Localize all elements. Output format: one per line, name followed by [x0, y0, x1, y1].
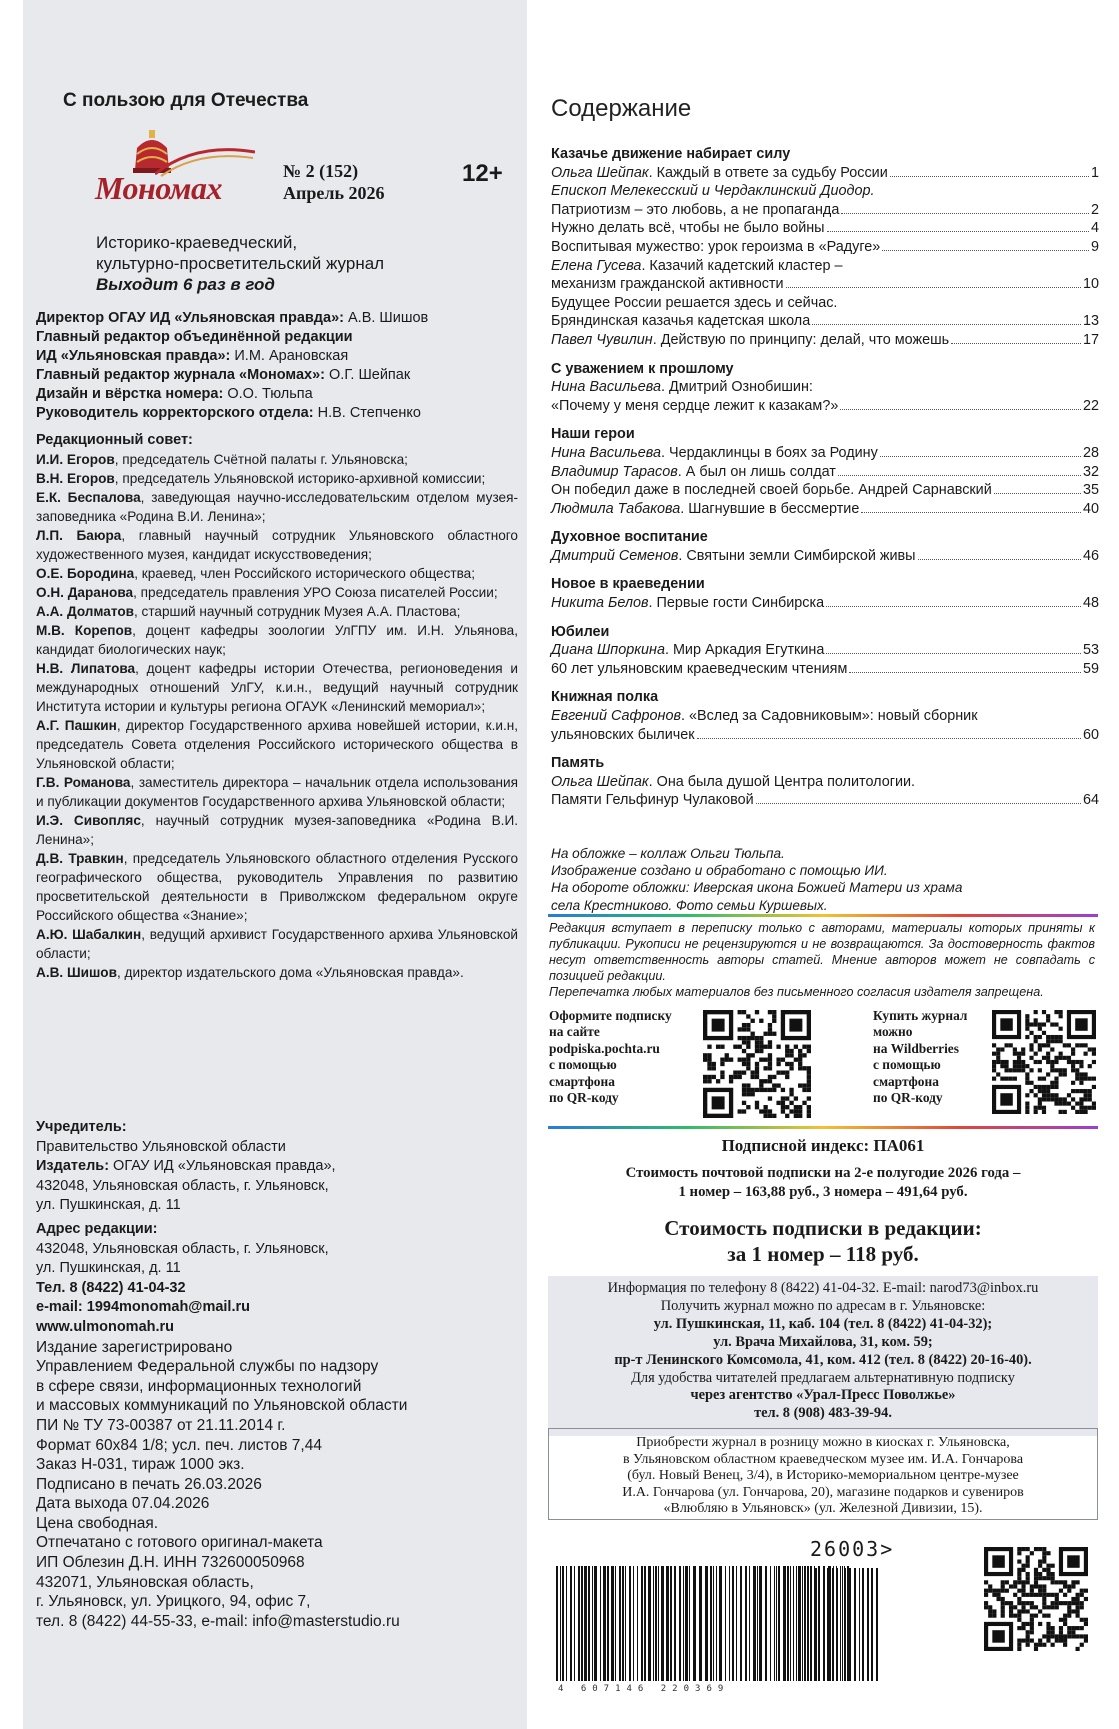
- council-member: [36, 773, 518, 811]
- printer-address: г. Ульяновск, ул. Урицкого, 94, офис 7,: [36, 1593, 311, 1611]
- toc-title: Содержание: [551, 95, 692, 122]
- postal-price-line: Стоимость почтовой подписки на 2-е полугодие 2026 года –: [625, 1165, 1021, 1181]
- subscribe-line: Купить журнал: [873, 1008, 968, 1023]
- staff-line: Руководитель корректорского отдела: Н.В. Степченко: [36, 405, 421, 421]
- council-member-name: М.В. Корепов: [36, 623, 133, 638]
- publisher-label: Издатель:: [36, 1158, 110, 1175]
- signed-date: Подписано в печать 26.03.2026: [36, 1475, 262, 1493]
- cover-notes: [551, 845, 1091, 914]
- subscribe-line: на Wildberries: [873, 1040, 959, 1056]
- council-member-role: , научный сотрудник музея-заповедника «Родина В.И. Ленина»;: [36, 813, 518, 847]
- toc-author: Владимир Тарасов: [551, 463, 678, 480]
- toc-entry-title: . Мир Аркадия Егуткина: [664, 642, 825, 659]
- council-member: [36, 564, 518, 583]
- toc-leader: [890, 176, 1089, 177]
- registration: и массовых коммуникаций по Ульяновской области: [36, 1397, 408, 1415]
- format: Формат 60x84 1/8; усл. печ. листов 7,44: [36, 1436, 322, 1454]
- toc-leader: [918, 559, 1081, 560]
- toc-entry: [551, 594, 1099, 613]
- issue-date: Апрель 2026: [283, 183, 385, 203]
- toc-page-number: 4: [1090, 220, 1099, 237]
- toc-entry-title: Воспитывая мужество: урок героизма в «Радуге»: [551, 238, 881, 255]
- issue-number: № 2 (152): [283, 161, 359, 181]
- council-member-name: Е.К. Беспалова: [36, 490, 141, 505]
- toc-entry: [551, 726, 1099, 745]
- agency-name: через агентство «Урал-Пресс Поволжье»: [690, 1387, 956, 1404]
- staff-line: ИД «Ульяновская правда»: И.М. Арановская: [36, 348, 349, 364]
- toc-entry: [551, 201, 1099, 220]
- qr-code-pochta[interactable]: [701, 1010, 813, 1118]
- pickup-address: ул. Врача Михайлова, 31, ком. 59;: [713, 1333, 933, 1350]
- toc-entry: [551, 331, 1099, 350]
- issue-info: [283, 160, 385, 204]
- toc-entry-title: . Действую по принципу: делай, что можешь: [652, 331, 950, 348]
- toc-entry: [551, 238, 1099, 257]
- retail-line: «Влюбляю в Ульяновск» (ул. Железной Дивизии, 15).: [663, 1501, 983, 1517]
- toc-entry-title: . А был он лишь солдат: [677, 463, 836, 480]
- toc-leader: [840, 409, 1081, 410]
- toc-page-number: 10: [1082, 276, 1099, 293]
- toc-page-number: 59: [1082, 660, 1099, 677]
- toc-entry-title: . Чердаклинцы в боях за Родину: [661, 444, 878, 461]
- council-member: [36, 849, 518, 925]
- subscribe-pochta: [549, 1008, 699, 1106]
- toc-author: Елена Гусева: [551, 257, 642, 274]
- subscribe-line: по QR-коду: [549, 1090, 619, 1106]
- registration: Управлением Федеральной службы по надзору: [36, 1358, 379, 1376]
- council-member-name: О.Е. Бородина: [36, 566, 135, 581]
- council-member-role: , доцент кафедры зоологии УлГПУ им. И.Н. Ульянова, кандидат биологических наук;: [36, 623, 518, 657]
- toc-page-number: 46: [1082, 547, 1099, 564]
- toc-entry: [551, 481, 1099, 500]
- toc-section-heading: Книжная полка: [551, 689, 659, 706]
- toc-entry: [551, 397, 1099, 416]
- editorial-email: e-mail: 1994monomah@mail.ru: [36, 1299, 250, 1316]
- toc-entry-title: . Казачий кадетский кластер –: [641, 257, 843, 274]
- toc-section-heading: Новое в краеведении: [551, 576, 705, 593]
- retail-line: (бул. Новый Венец, 3/4), в Историко-мемориальном центре-музее: [627, 1468, 1019, 1484]
- toc-entry-title: Нужно делать всё, чтобы не было войны: [551, 220, 825, 237]
- desc-line: культурно-просветительский журнал: [96, 254, 385, 273]
- editorial-address: 432048, Ульяновская область, г. Ульяновск,: [36, 1240, 329, 1257]
- toc-entry: [551, 164, 1099, 183]
- toc-entry-title: 60 лет ульяновским краеведческим чтениям: [551, 660, 848, 677]
- retail-line: в Ульяновском областном краеведческом музее им. И.А. Гончарова: [622, 1451, 1024, 1467]
- toc-entry: [551, 257, 1099, 276]
- license: ПИ № ТУ 73-00387 от 21.11.2014 г.: [36, 1416, 286, 1434]
- toc-entry-title: . Каждый в ответе за судьбу России: [648, 164, 888, 181]
- retail-line: И.А. Гончарова (ул. Гончарова, 20), магазине подарков и сувениров: [622, 1484, 1024, 1500]
- logo-wordmark: Мономах: [95, 170, 222, 206]
- council-member-name: О.Н. Даранова: [36, 585, 134, 600]
- info-box: [548, 1276, 1098, 1436]
- council-member-role: , доцент кафедры истории Отечества, регионоведения и международных отношений УлГУ, к.и.н., ведущий научный сотрудник Института истории и культуры региона ОГАУК «Ленинский мемориал»;: [36, 661, 518, 714]
- toc-page-number: 28: [1082, 444, 1099, 461]
- council-member: [36, 526, 518, 564]
- imprint-details: [36, 1118, 518, 1631]
- slogan: С пользою для Отечества: [63, 90, 309, 111]
- subscribe-line: смартфона: [549, 1073, 615, 1089]
- publisher: ОГАУ ИД «Ульяновская правда»,: [109, 1158, 336, 1175]
- subscribe-line: с помощью: [549, 1057, 617, 1073]
- toc-entry: [551, 294, 1099, 313]
- council-member-role: , краевед, член Российского исторического общества;: [134, 566, 475, 581]
- qr-code-issue[interactable]: [984, 1547, 1088, 1651]
- council-member: [36, 621, 518, 659]
- toc-page-number: 22: [1082, 397, 1099, 414]
- council-member-role: , заместитель директора – начальник отдела использования и публикации документов Государственного архива Ульяновской области;: [36, 775, 518, 809]
- council-member-name: А.А. Долматов: [36, 604, 134, 619]
- toc-entry: [551, 500, 1099, 519]
- toc-page-number: 53: [1082, 642, 1099, 659]
- council-member-name: Л.П. Баюра: [36, 528, 122, 543]
- subscribe-line: с помощью: [873, 1057, 941, 1073]
- agency-phone: тел. 8 (908) 483-39-94.: [754, 1405, 892, 1422]
- toc-section-heading: Память: [551, 755, 605, 772]
- staff-line: Директор ОГАУ ИД «Ульяновская правда»: А.В. Шишов: [36, 310, 429, 326]
- council-member: [36, 602, 518, 621]
- toc-leader: [786, 287, 1081, 288]
- toc-page-number: 64: [1082, 792, 1099, 809]
- subscribe-line: по QR-коду: [873, 1090, 943, 1106]
- council-member-name: А.Г. Пашкин: [36, 718, 117, 733]
- editorial-council: [36, 450, 518, 982]
- staff-line: Дизайн и вёрстка номера: О.О. Тюльпа: [36, 386, 313, 402]
- table-of-contents: [551, 145, 1099, 810]
- toc-entry-title: Патриотизм – это любовь, а не пропаганда: [551, 201, 840, 218]
- printed-note: Отпечатано с готового оригинал-макета: [36, 1534, 323, 1552]
- pickup-address: пр-т Ленинского Комсомола, 41, ком. 412 (тел. 8 (8422) 20-16-40).: [614, 1351, 1032, 1368]
- toc-author: Людмила Табакова: [551, 500, 681, 517]
- subscribe-line: podpiska.pochta.ru: [549, 1040, 660, 1056]
- toc-entry-title: Бряндинская казачья кадетская школа: [551, 313, 811, 330]
- toc-leader: [756, 803, 1081, 804]
- toc-section-heading: С уважением к прошлому: [551, 360, 734, 377]
- publisher-address: ул. Пушкинская, д. 11: [36, 1197, 181, 1214]
- toc-leader: [994, 493, 1081, 494]
- staff-line: Главный редактор журнала «Мономах»: О.Г. Шейпак: [36, 367, 411, 383]
- founder: Правительство Ульяновской области: [36, 1138, 286, 1155]
- council-member: [36, 811, 518, 849]
- toc-entry: [551, 547, 1099, 566]
- subscription-index: Подписной индекс: ПА061: [721, 1136, 925, 1155]
- toc-entry: [551, 219, 1099, 238]
- council-member-name: И.Э. Сивопляс: [36, 813, 141, 828]
- staff-list: [36, 309, 518, 423]
- toc-entry-title: . «Вслед за Садовниковым»: новый сборник: [681, 708, 978, 725]
- publication-frequency: Выходит 6 раз в год: [96, 275, 275, 294]
- toc-author: Нина Васильева: [551, 379, 662, 396]
- toc-leader: [827, 231, 1089, 232]
- council-member-role: , ведущий архивист Государственного архива Ульяновской области;: [36, 927, 518, 961]
- council-member: [36, 925, 518, 963]
- qr-code-wildberries[interactable]: [992, 1008, 1096, 1116]
- editorial-price-line: Стоимость подписки в редакции:: [664, 1216, 982, 1240]
- barcode-addon: 26003>: [810, 1537, 895, 1561]
- council-member: [36, 488, 518, 526]
- toc-page-number: 35: [1082, 482, 1099, 499]
- council-member-name: Г.В. Романова: [36, 775, 131, 790]
- publisher-address: 432048, Ульяновская область, г. Ульяновск,: [36, 1177, 329, 1194]
- council-member: [36, 469, 518, 488]
- toc-leader: [880, 456, 1081, 457]
- toc-author: Ольга Шейпак: [551, 773, 649, 790]
- desc-line: Историко-краеведческий,: [96, 233, 298, 252]
- divider: [548, 914, 1098, 917]
- postal-price-line: 1 номер – 163,88 руб., 3 номера – 491,64 руб.: [678, 1184, 968, 1200]
- toc-leader: [861, 512, 1081, 513]
- toc-page-number: 40: [1082, 500, 1099, 517]
- toc-leader: [826, 606, 1081, 607]
- council-member-role: , председатель правления УРО Союза писателей России;: [133, 585, 498, 600]
- disclaimer: [549, 920, 1095, 1000]
- toc-leader: [882, 250, 1089, 251]
- toc-author: Диана Шпоркина: [551, 642, 665, 659]
- council-member-name: А.Ю. Шабалкин: [36, 927, 142, 942]
- cover-note: На обороте обложки: Иверская икона Божией Матери из храма: [551, 880, 963, 896]
- toc-author: Дмитрий Семенов: [551, 547, 679, 564]
- editorial-price: [548, 1215, 1098, 1267]
- toc-entry-title: «Почему у меня сердце лежит к казакам?»: [551, 397, 839, 414]
- cover-note: села Крестниково. Фото семьи Куршевых.: [551, 897, 828, 913]
- toc-leader: [841, 213, 1089, 214]
- editorial-address: ул. Пушкинская, д. 11: [36, 1260, 181, 1277]
- info-line: Получить журнал можно по адресам в г. Ульяновске:: [660, 1297, 986, 1314]
- council-member-role: , главный научный сотрудник Ульяновского областного художественного музея, кандидат искусствоведения;: [36, 528, 518, 562]
- printer-contacts: тел. 8 (8422) 44-55-33, e-mail: info@masterstudio.ru: [36, 1612, 400, 1630]
- council-member: [36, 583, 518, 602]
- council-member-role: , директор Государственного архива новейшей истории, к.и.н, председатель Совета отделения Российского исторического общества в Ульяновской области;: [36, 718, 519, 771]
- toc-entry: [551, 791, 1099, 810]
- info-line: Информация по телефону 8 (8422) 41-04-32. E-mail: narod73@inbox.ru: [607, 1280, 1039, 1296]
- toc-entry-title: механизм гражданской активности: [551, 276, 784, 293]
- toc-leader: [812, 324, 1081, 325]
- disclaimer-text: Редакция вступает в переписку только с авторами, материалы которых приняты к публикации. Рукописи не рецензируются и не возвращаются. За достоверность фактов несут ответственность авторы статей. Мнение авторов может не совпадать с позицией редакции.: [549, 921, 1095, 983]
- toc-section-heading: Юбилеи: [551, 623, 610, 640]
- toc-page-number: 60: [1082, 726, 1099, 743]
- toc-author: Павел Чувилин: [551, 331, 653, 348]
- toc-page-number: 17: [1082, 331, 1099, 348]
- reprint-notice: Перепечатка любых материалов без письменного согласия издателя запрещена.: [549, 985, 1044, 999]
- toc-entry-title: Будущее России решается здесь и сейчас.: [551, 294, 838, 311]
- staff-line: Главный редактор объединённой редакции: [36, 329, 353, 345]
- council-member-role: , председатель Счётной палаты г. Ульяновска;: [114, 452, 408, 467]
- council-member-role: , председатель Ульяновского областного отделения Русского географического общества, руководитель Управления по развитию просветительской деятельности в Приволжском федеральном округе Российского общества «Знание»;: [36, 851, 519, 923]
- council-title: Редакционный совет:: [36, 432, 193, 448]
- retail-line: Приобрести журнал в розницу можно в киосках г. Ульяновска,: [636, 1435, 1010, 1450]
- pickup-address: ул. Пушкинская, 11, каб. 104 (тел. 8 (8422) 41-04-32);: [653, 1315, 993, 1332]
- toc-entry-title: . Первые гости Синбирска: [648, 595, 825, 612]
- toc-entry: [551, 463, 1099, 482]
- council-member: [36, 716, 518, 773]
- council-member-name: Д.В. Травкин: [36, 851, 124, 866]
- toc-entry: [551, 182, 1099, 201]
- editorial-price-line: за 1 номер – 118 руб.: [727, 1242, 919, 1266]
- age-rating: 12+: [462, 160, 503, 187]
- postal-price: [548, 1164, 1098, 1202]
- toc-entry-title: Он победил даже в последней своей борьбе. Андрей Сарнавский: [551, 482, 992, 499]
- toc-entry-title: ульяновских быличек: [551, 726, 695, 743]
- council-member: [36, 659, 518, 716]
- council-member-name: А.В. Шишов: [36, 965, 117, 980]
- toc-entry: [551, 773, 1099, 792]
- council-member-role: , директор издательского дома «Ульяновская правда».: [116, 965, 464, 980]
- printer-address: 432071, Ульяновская область,: [36, 1573, 254, 1591]
- printer: ИП Облезин Д.Н. ИНН 732600050968: [36, 1554, 305, 1572]
- toc-section-heading: Казачье движение набирает силу: [551, 146, 791, 162]
- toc-entry-title: . Она была душой Центра политологии.: [648, 773, 916, 790]
- toc-author: Ольга Шейпак: [551, 164, 649, 181]
- council-member: [36, 450, 518, 469]
- toc-entry-title: . Дмитрий Ознобишин:: [661, 379, 813, 396]
- editorial-address-label: Адрес редакции:: [36, 1220, 158, 1237]
- toc-author: Епископ Мелекесский и Чердаклинский Диодор.: [551, 183, 875, 200]
- subscribe-line: на сайте: [549, 1024, 600, 1040]
- council-member-role: , старший научный сотрудник Музея А.А. Пластова;: [134, 604, 461, 619]
- toc-author: Никита Белов: [551, 595, 649, 612]
- order: Заказ Н-031, тираж 1000 экз.: [36, 1456, 245, 1474]
- council-member-role: , председатель Ульяновской историко-архивной комиссии;: [114, 471, 486, 486]
- toc-entry: [551, 660, 1099, 679]
- founder-label: Учредитель:: [36, 1119, 127, 1135]
- toc-page-number: 2: [1090, 201, 1099, 218]
- council-member-name: В.Н. Егоров: [36, 471, 115, 486]
- journal-description: [96, 232, 516, 295]
- toc-entry: [551, 378, 1099, 397]
- website: www.ulmonomah.ru: [36, 1318, 175, 1335]
- toc-entry-title: . Шагнувшие в бессмертие: [680, 500, 860, 517]
- toc-entry: [551, 641, 1099, 660]
- toc-entry: [551, 444, 1099, 463]
- retail-info: [548, 1428, 1098, 1520]
- release-date: Дата выхода 07.04.2026: [36, 1495, 210, 1513]
- price: Цена свободная.: [36, 1514, 159, 1532]
- barcode-digits: 4 607146 220369: [558, 1684, 730, 1694]
- toc-leader: [838, 475, 1081, 476]
- subscribe-wildberries: [873, 1008, 993, 1106]
- toc-page-number: 9: [1090, 238, 1099, 255]
- monomakh-logo: [95, 130, 255, 220]
- cover-note: Изображение создано и обработано с помощью ИИ.: [551, 863, 888, 879]
- toc-leader: [849, 672, 1081, 673]
- toc-entry: [551, 312, 1099, 331]
- toc-section-heading: Наши герои: [551, 426, 635, 443]
- council-member-role: , заведующая научно-исследовательским отделом музея-заповедника «Родина В.И. Ленина»;: [36, 490, 518, 524]
- info-line: Для удобства читателей предлагаем альтернативную подписку: [631, 1369, 1015, 1386]
- toc-author: Евгений Сафронов: [551, 708, 681, 725]
- editorial-phone: Тел. 8 (8422) 41-04-32: [36, 1279, 186, 1296]
- council-member: [36, 963, 518, 982]
- toc-leader: [951, 343, 1081, 344]
- toc-entry: [551, 275, 1099, 294]
- toc-page-number: 13: [1082, 313, 1099, 330]
- subscribe-line: смартфона: [873, 1073, 939, 1089]
- council-member-name: И.И. Егоров: [36, 452, 115, 467]
- toc-entry: [551, 707, 1099, 726]
- registration: Издание зарегистрировано: [36, 1338, 233, 1356]
- toc-entry-title: Памяти Гельфинур Чулаковой: [551, 792, 754, 809]
- toc-page-number: 32: [1082, 463, 1099, 480]
- toc-author: Нина Васильева: [551, 444, 662, 461]
- toc-section-heading: Духовное воспитание: [551, 529, 708, 546]
- subscribe-line: можно: [873, 1024, 913, 1040]
- cover-note: На обложке – коллаж Ольги Тюльпа.: [551, 846, 785, 861]
- subscribe-line: Оформите подписку: [549, 1008, 672, 1023]
- toc-leader: [826, 653, 1081, 654]
- divider: [548, 1126, 1098, 1129]
- registration: в сфере связи, информационных технологий: [36, 1377, 362, 1395]
- toc-page-number: 48: [1082, 595, 1099, 612]
- council-member-name: Н.В. Липатова: [36, 661, 136, 676]
- toc-page-number: 1: [1090, 164, 1099, 181]
- toc-entry-title: . Святыни земли Симбирской живы: [678, 547, 916, 564]
- toc-leader: [697, 738, 1081, 739]
